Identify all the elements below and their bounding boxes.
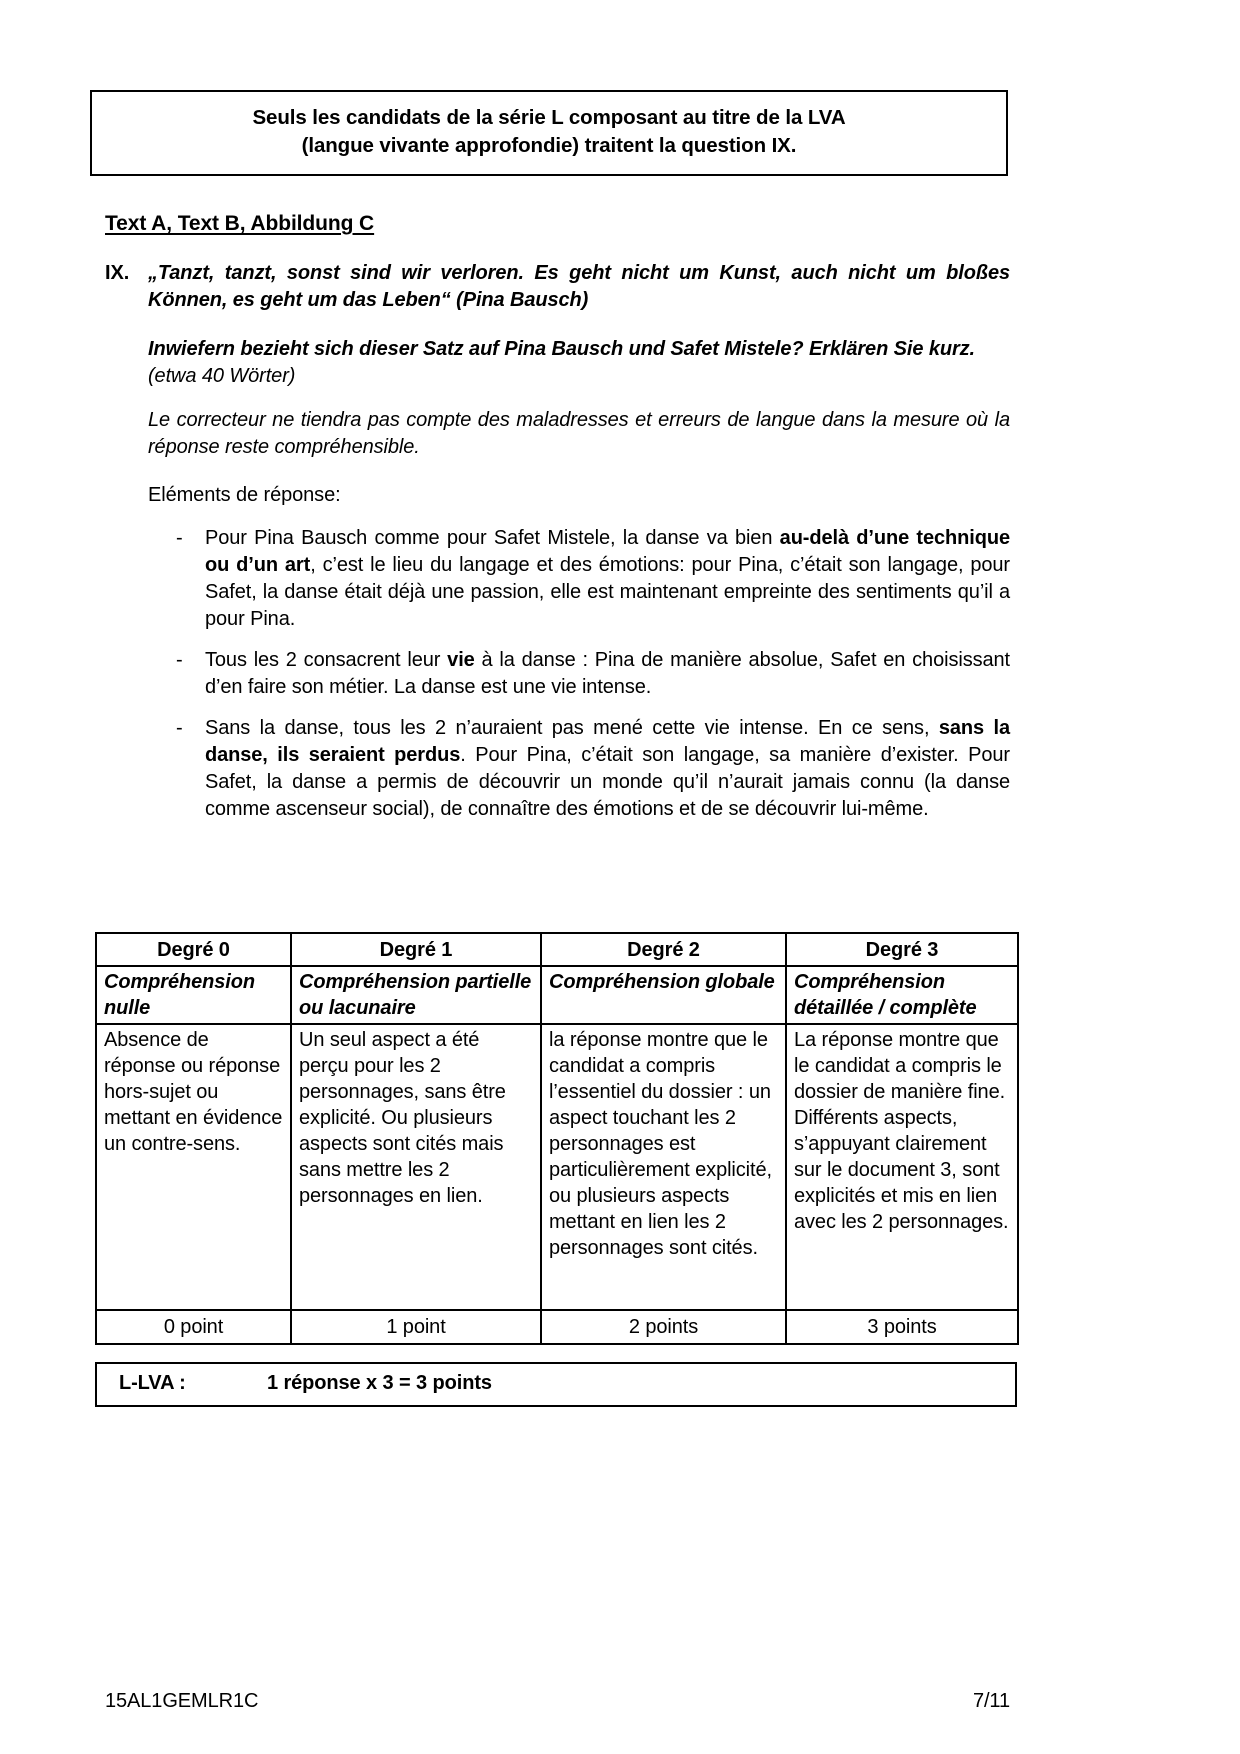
section-heading: Text A, Text B, Abbildung C xyxy=(105,212,375,235)
answer-bullet-3-text: Sans la danse, tous les 2 n’auraient pas mené cette vie intense. En ce sens, sans la danse, ils seraient perdus. Pour Pina, c’était son langage, sa manière d’exister. Pour Safet, la danse a permis de découvrir un monde qu’il n’aurait jamais connu (la danse comme ascenseur social), de connaître des émotions et de se découvrir lui-même. xyxy=(205,717,1011,820)
level-0-header: Compréhension nulle xyxy=(96,966,291,1024)
criteria-0-cell: Absence de réponse ou réponse hors-sujet ou mettant en évidence un contre-sens. xyxy=(96,1024,291,1310)
score-label: L-LVA : xyxy=(119,1372,186,1394)
score-box xyxy=(95,1362,1017,1407)
question-number: IX. xyxy=(105,262,130,284)
elements-label: Eléments de réponse: xyxy=(148,484,341,506)
answer-bullet-1-text: Pour Pina Bausch comme pour Safet Mistele, la danse va bien au-delà d’une technique ou d’un art, c’est le lieu du langage et des émotions: pour Pina, c’était son langage, pour Safet, la danse était déjà une passion, elle est maintenant empreinte des sentiments qu’il a pour Pina. xyxy=(205,527,1010,630)
points-0-cell: 0 point xyxy=(96,1310,291,1344)
notice-line-2: (langue vivante approfondie) traitent la question IX. xyxy=(301,134,797,157)
table-row-levels xyxy=(96,966,1018,1024)
level-1-header: Compréhension partielle ou lacunaire xyxy=(291,966,541,1024)
question-block xyxy=(105,260,1010,823)
score-value: 1 réponse x 3 = 3 points xyxy=(267,1372,492,1394)
question-body xyxy=(148,260,1010,823)
marking-note: Le correcteur ne tiendra pas compte des maladresses et erreurs de langue dans la mesure où la réponse reste compréhensible. xyxy=(148,409,1010,458)
points-1-cell: 1 point xyxy=(291,1310,541,1344)
answer-bullet-2 xyxy=(148,647,1010,701)
degree-3-header: Degré 3 xyxy=(786,933,1018,966)
points-3-cell: 3 points xyxy=(786,1310,1018,1344)
points-2-cell: 2 points xyxy=(541,1310,786,1344)
degree-2-header: Degré 2 xyxy=(541,933,786,966)
criteria-2-cell: la réponse montre que le candidat a compris l’essentiel du dossier : un aspect touchant les 2 personnages est particulièrement explicité, ou plusieurs aspects mettant en lien les 2 personnages sont cités. xyxy=(541,1024,786,1310)
bullet-dash: - xyxy=(176,717,183,739)
question-task xyxy=(148,336,1010,390)
bullet-dash: - xyxy=(176,649,183,671)
level-3-header: Compréhension détaillée / complète xyxy=(786,966,1018,1024)
answer-bullet-2-text: Tous les 2 consacrent leur vie à la danse : Pina de manière absolue, Safet en choisissant d’en faire son métier. La danse est une vie intense. xyxy=(205,649,1010,698)
page-number: 7/11 xyxy=(972,1690,1010,1712)
grading-table xyxy=(95,932,1019,1345)
notice-line-1: Seuls les candidats de la série L composant au titre de la LVA xyxy=(252,106,846,129)
page-footer xyxy=(105,1688,1010,1715)
question-quote: „Tanzt, tanzt, sonst sind wir verloren. Es geht nicht um Kunst, auch nicht um bloßes Können, es geht um das Leben“ (Pina Bausch) xyxy=(148,262,1010,311)
notice-box xyxy=(90,90,1008,176)
table-row-criteria xyxy=(96,1024,1018,1310)
degree-1-header: Degré 1 xyxy=(291,933,541,966)
bullet-dash: - xyxy=(176,527,183,549)
criteria-3-cell: La réponse montre que le candidat a compris le dossier de manière fine. Différents aspects, s’appuyant clairement sur le document 3, sont explicités et mis en lien avec les 2 personnages. xyxy=(786,1024,1018,1310)
question-task-text: Inwiefern bezieht sich dieser Satz auf Pina Bausch und Safet Mistele? Erklären Sie kurz. xyxy=(148,338,976,360)
degree-0-header: Degré 0 xyxy=(96,933,291,966)
table-row-degrees xyxy=(96,933,1018,966)
question-task-note: (etwa 40 Wörter) xyxy=(148,365,296,387)
criteria-1-cell: Un seul aspect a été perçu pour les 2 personnages, sans être explicité. Ou plusieurs aspects sont cités mais sans mettre les 2 personnages en lien. xyxy=(291,1024,541,1310)
answer-bullet-3 xyxy=(148,715,1010,823)
level-2-header: Compréhension globale xyxy=(541,966,786,1024)
table-row-points xyxy=(96,1310,1018,1344)
answer-bullet-1 xyxy=(148,525,1010,633)
document-reference: 15AL1GEMLR1C xyxy=(105,1690,259,1712)
